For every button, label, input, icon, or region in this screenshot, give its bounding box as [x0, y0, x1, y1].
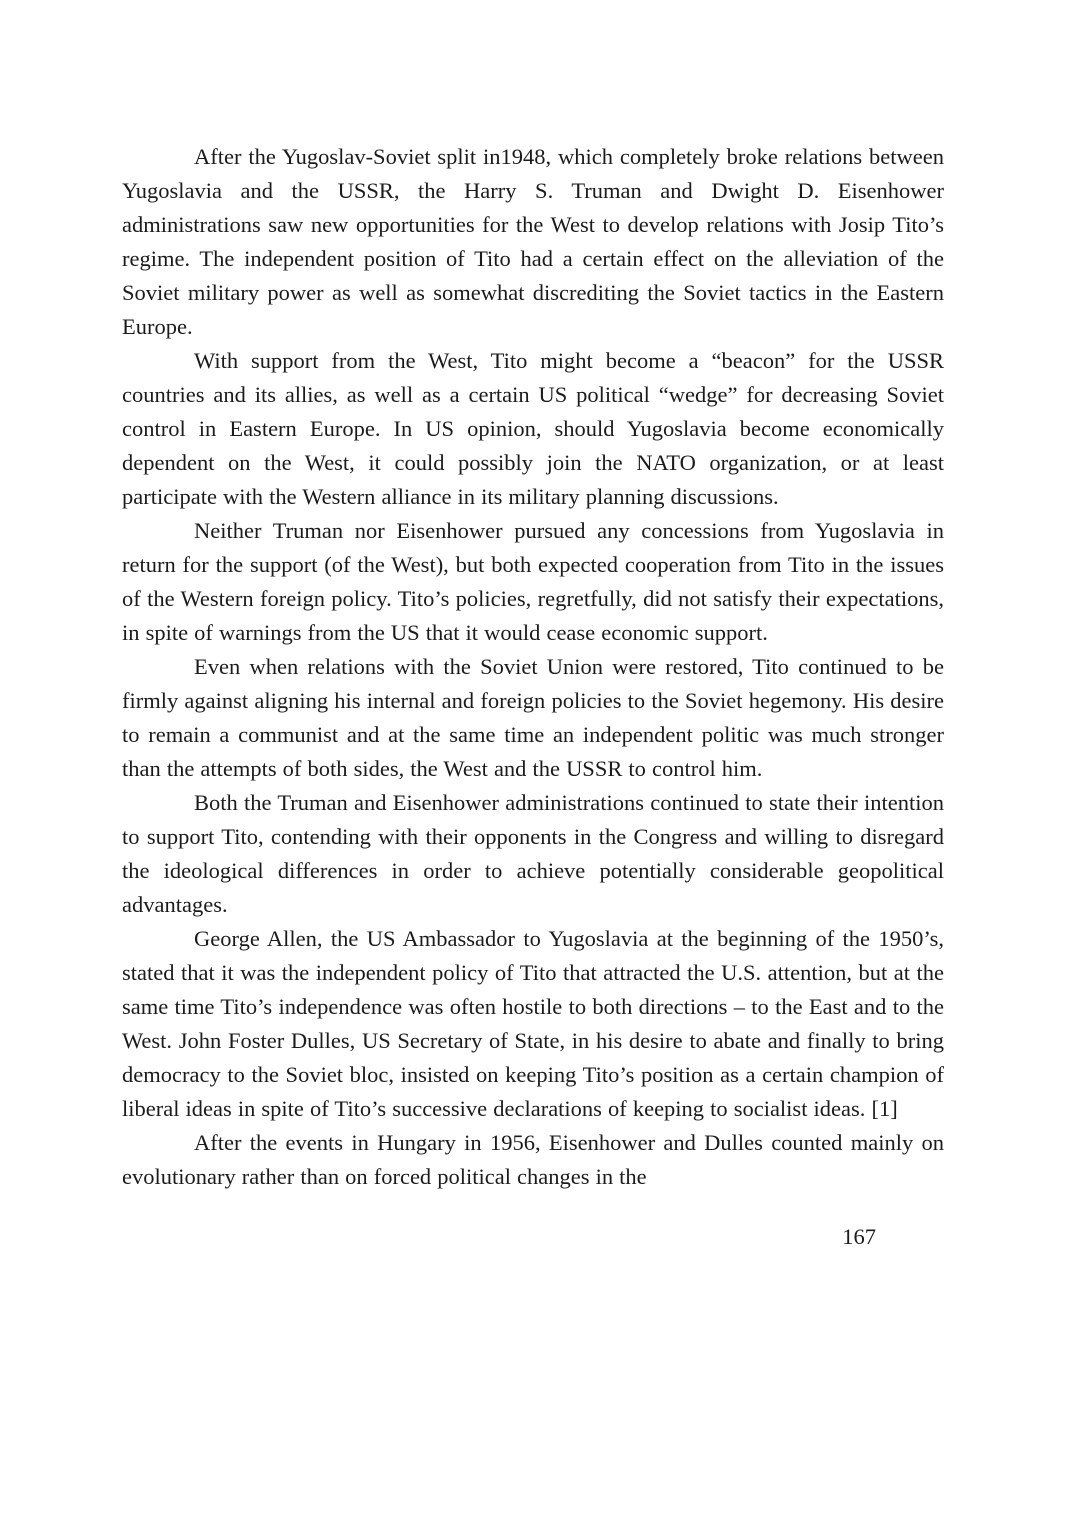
paragraph: Neither Truman nor Eisenhower pursued any concessions from Yugoslavia in return for the support (of the West), but both expected cooperation from Tito in the issues of the Western foreign policy. Tito’s policies, regretfully, did not satisfy their expectations, in spite of warnings from the US that it would cease economic support.	[122, 518, 944, 645]
paragraph: After the events in Hungary in 1956, Eisenhower and Dulles counted mainly on evolutionary rather than on forced political changes in the	[122, 1130, 944, 1189]
paragraph: With support from the West, Tito might become a “beacon” for the USSR countries and its allies, as well as a certain US political “wedge” for decreasing Soviet control in Eastern Europe. In US opinion, should Yugoslavia become economically dependent on the West, it could possibly join the NATO organization, or at least participate with the Western alliance in its military planning discussions.	[122, 348, 944, 509]
body-text	[122, 140, 944, 1194]
paragraph: Both the Truman and Eisenhower administrations continued to state their intention to support Tito, contending with their opponents in the Congress and willing to disregard the ideological differences in order to achieve potentially considerable geopolitical advantages.	[122, 790, 944, 917]
paragraph: George Allen, the US Ambassador to Yugoslavia at the beginning of the 1950’s, stated that it was the independent policy of Tito that attracted the U.S. attention, but at the same time Tito’s independence was often hostile to both directions – to the East and to the West. John Foster Dulles, US Secretary of State, in his desire to abate and finally to bring democracy to the Soviet bloc, insisted on keeping Tito’s position as a certain champion of liberal ideas in spite of Tito’s successive declarations of keeping to socialist ideas. [1]	[122, 926, 944, 1121]
paragraph: Even when relations with the Soviet Union were restored, Tito continued to be firmly against aligning his internal and foreign policies to the Soviet hegemony. His desire to remain a communist and at the same time an independent politic was much stronger than the attempts of both sides, the West and the USSR to control him.	[122, 654, 944, 781]
paragraph: After the Yugoslav-Soviet split in1948, which completely broke relations between Yugoslavia and the USSR, the Harry S. Truman and Dwight D. Eisenhower administrations saw new opportunities for the West to develop relations with Josip Tito’s regime. The independent position of Tito had a certain effect on the alleviation of the Soviet military power as well as somewhat discrediting the Soviet tactics in the Eastern Europe.	[122, 144, 944, 339]
page-number: 167	[842, 1224, 876, 1249]
